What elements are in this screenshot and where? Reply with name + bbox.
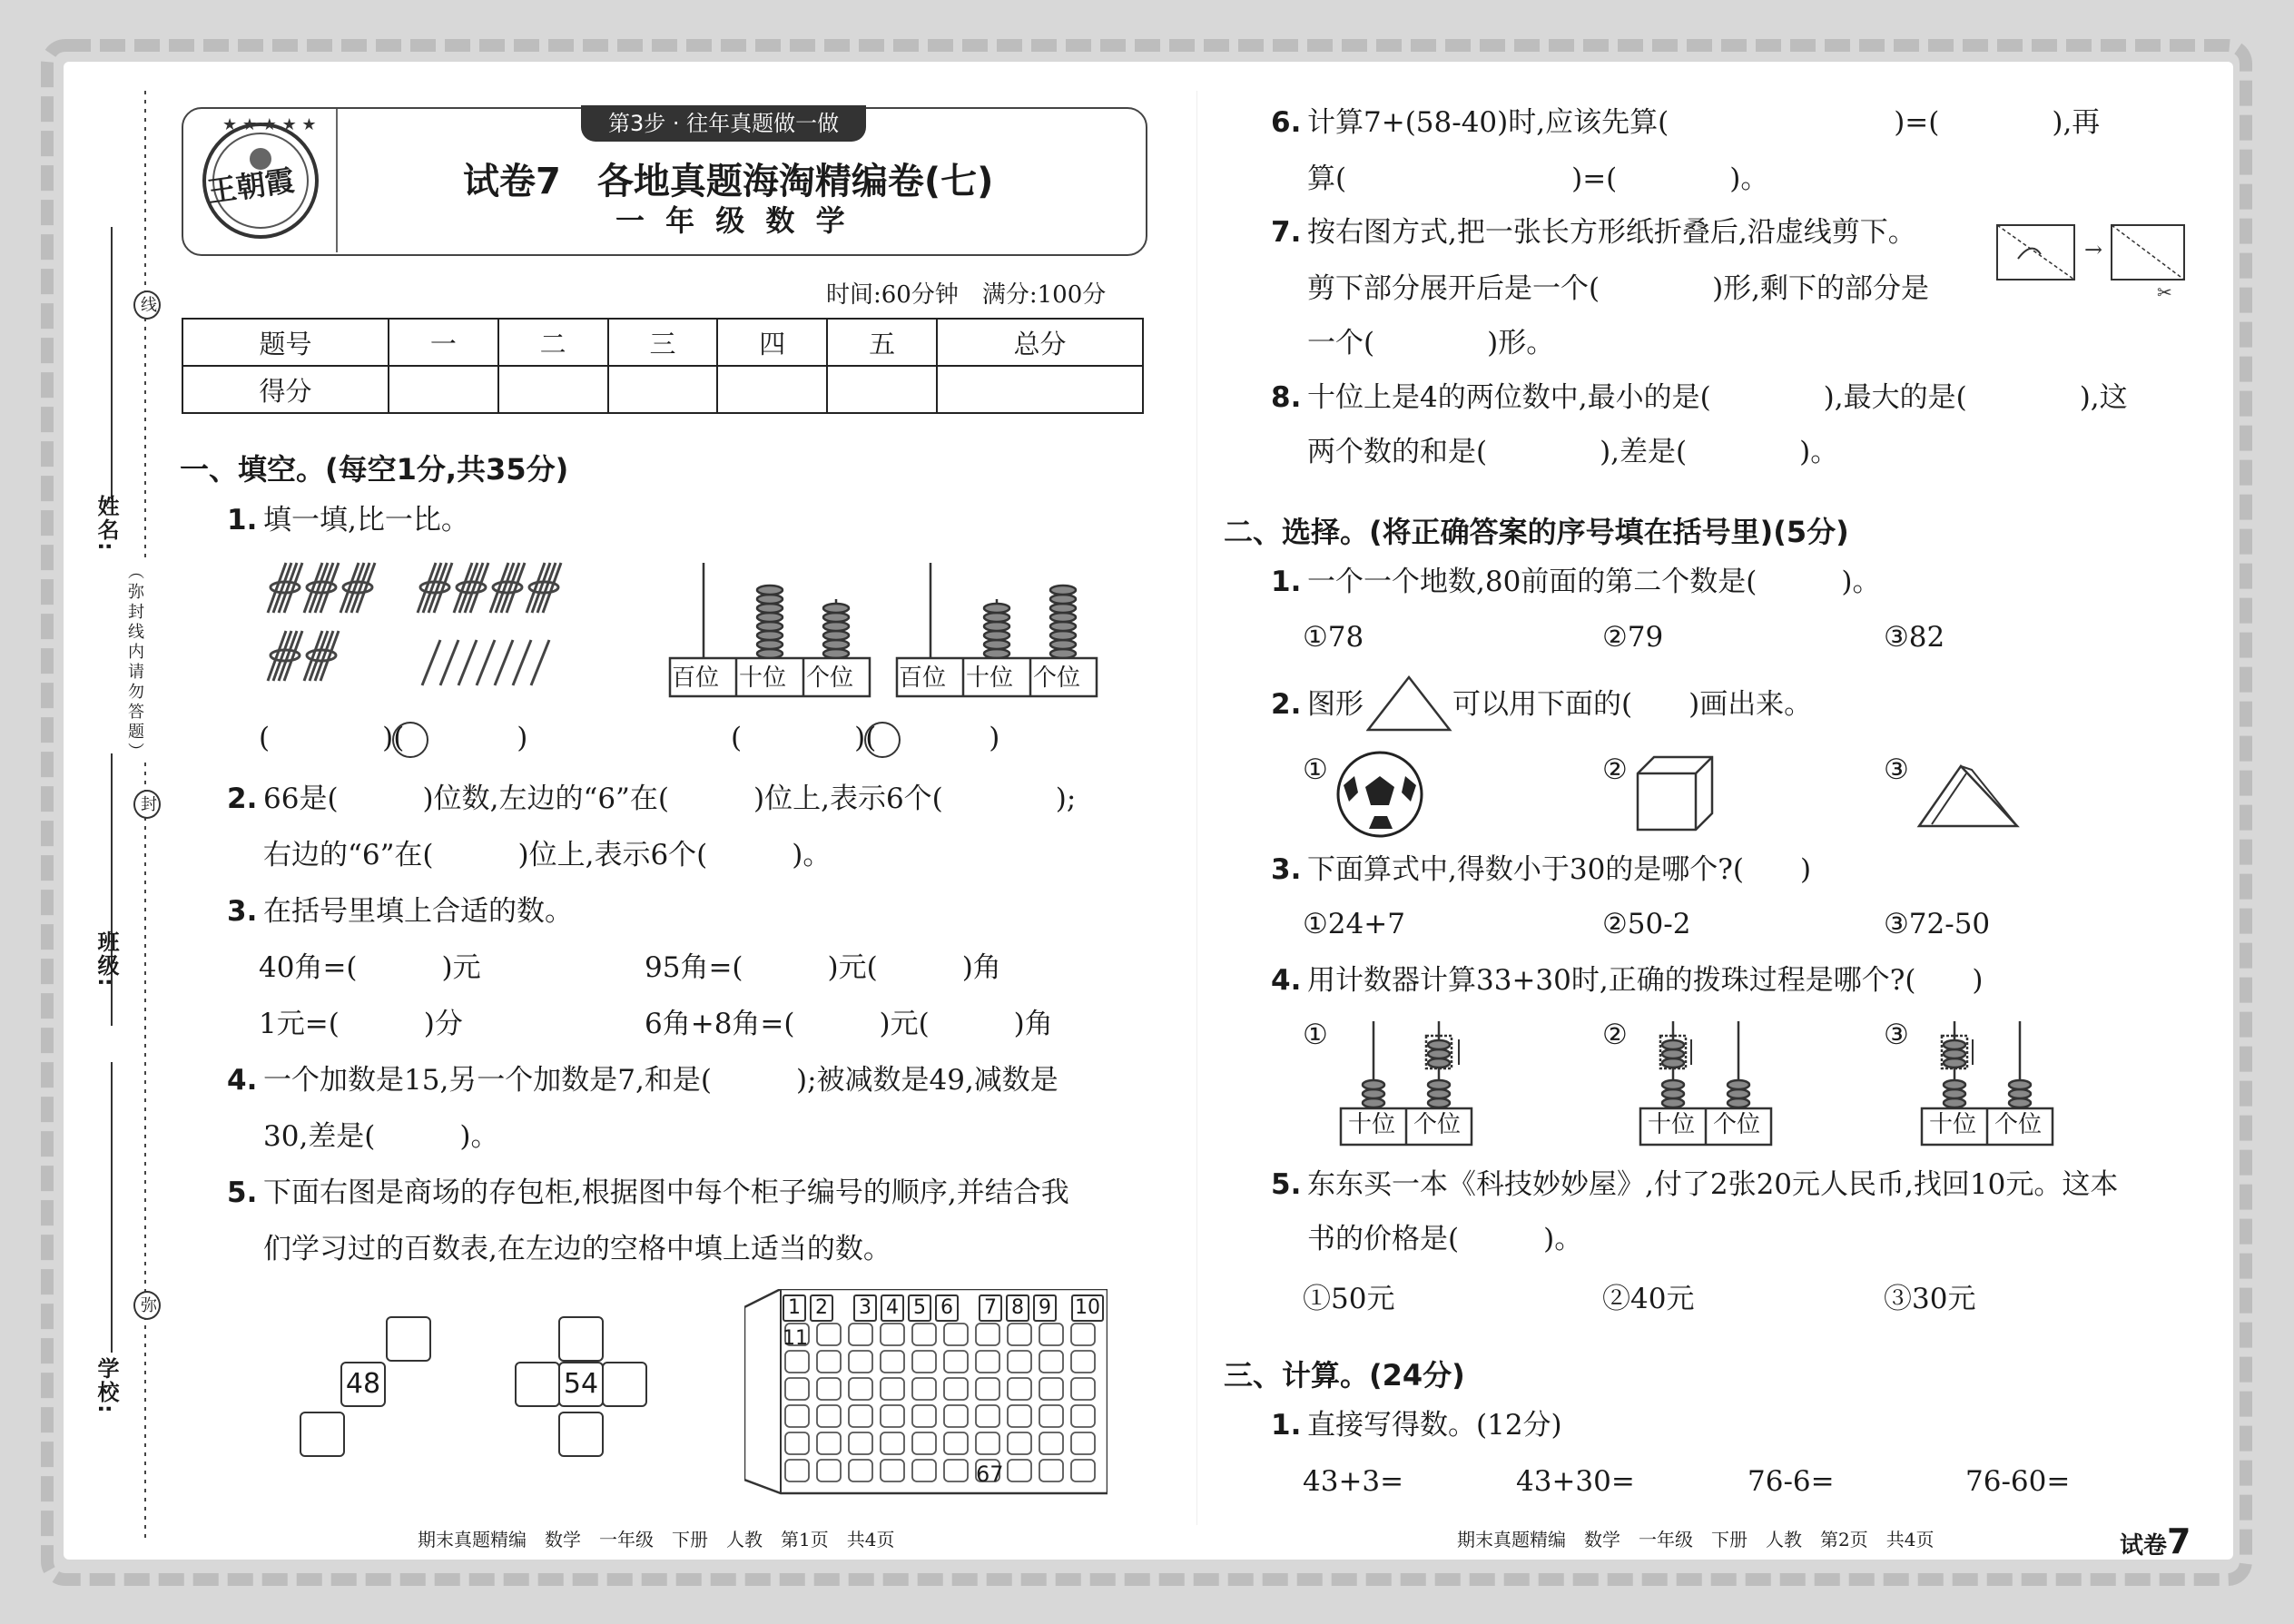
- calc-item[interactable]: 76-6=: [1748, 1465, 1835, 1498]
- score-cell: 一: [389, 319, 498, 366]
- score-cell: 四: [717, 319, 827, 366]
- c4-number: 4.: [1271, 964, 1302, 997]
- step-badge: 第3步 · 往年真题做一做: [581, 105, 866, 142]
- page-fold: [1196, 91, 1197, 1525]
- locker-number: 2: [810, 1294, 833, 1322]
- score-input-cell[interactable]: [608, 366, 718, 413]
- c1-option-1[interactable]: ①78: [1303, 621, 1364, 654]
- locker-number: 5: [908, 1294, 931, 1322]
- q5-line2: 们学习过的百数表,在左边的空格中填上适当的数。: [263, 1233, 891, 1265]
- answer-box[interactable]: [558, 1316, 604, 1362]
- q3-number: 3.: [227, 895, 258, 928]
- c3-number: 3.: [1271, 853, 1302, 886]
- school-label: 学校:: [94, 1357, 119, 1415]
- svg-text:✂: ✂: [2157, 281, 2172, 303]
- c1-number: 1.: [1271, 566, 1302, 598]
- q2-line1: 66是( )位数,左边的“6”在( )位上,表示6个( );: [263, 782, 1077, 815]
- score-row-label: 得分: [182, 366, 389, 413]
- seal-feng: 封: [133, 790, 161, 819]
- footer-right: 期末真题精编 数学 一年级 下册 人教 第2页 共4页: [1457, 1529, 1935, 1550]
- section-2-title: 二、选择。(将正确答案的序号填在括号里)(5分): [1224, 515, 1849, 549]
- s1-number: 1.: [1271, 1409, 1302, 1442]
- calc-item[interactable]: 43+3=: [1303, 1465, 1404, 1498]
- locker-number: 6: [935, 1294, 959, 1322]
- q2-number: 2.: [227, 782, 258, 815]
- q4-line2: 30,差是( )。: [263, 1120, 499, 1153]
- given-box-54: 54: [558, 1362, 604, 1407]
- paper-subtitle: 一 年 级 数 学: [615, 203, 851, 238]
- q3-item-c: 1元=( )分: [259, 1008, 463, 1040]
- c1-option-3[interactable]: ③82: [1884, 621, 1945, 654]
- c5-line2: 书的价格是( )。: [1307, 1223, 1583, 1255]
- compare-circle-left[interactable]: [392, 722, 428, 758]
- paper-fold-figure: [1995, 222, 2191, 304]
- c4-option-3[interactable]: ③: [1884, 1019, 1909, 1051]
- c2-option-3[interactable]: ③: [1884, 753, 1909, 786]
- compare-circle-right[interactable]: [864, 722, 901, 758]
- school-underline: [111, 1062, 113, 1353]
- score-input-cell[interactable]: [717, 366, 827, 413]
- calc-item[interactable]: 43+30=: [1516, 1465, 1635, 1498]
- c3-option-3[interactable]: ③72-50: [1884, 908, 1991, 940]
- locker-11: 11: [783, 1327, 808, 1350]
- abacus-b-hundreds: 百位: [899, 664, 947, 692]
- q1-text: 填一填,比一比。: [263, 504, 469, 536]
- locker-number: 4: [881, 1294, 904, 1322]
- answer-box[interactable]: [386, 1316, 431, 1362]
- time-info: 时间:60分钟 满分:100分: [826, 281, 1107, 309]
- c1-option-2[interactable]: ②79: [1602, 621, 1664, 654]
- seal-note: （弥封线内请勿答题）: [123, 563, 146, 763]
- paper-tag: [2120, 1521, 2191, 1561]
- c4-1-ones: 个位: [1413, 1111, 1462, 1138]
- q3-item-a: 40角=( )元: [259, 951, 481, 984]
- q4-line1: 一个加数是15,另一个加数是7,和是( );被减数是49,减数是: [263, 1064, 1058, 1097]
- triangle-shape: [1366, 674, 1452, 733]
- stick-bundles-figure: [259, 558, 604, 704]
- q8-line1: 十位上是4的两位数中,最小的是( ),最大的是( ),这: [1307, 381, 2128, 414]
- soccer-ball-icon: [1334, 749, 1425, 840]
- answer-box[interactable]: [602, 1362, 647, 1407]
- s1-text: 直接写得数。(12分): [1307, 1409, 1562, 1442]
- q8-line2: 两个数的和是( ),差是( )。: [1307, 436, 1839, 468]
- q1-blank-left[interactable]: ( )( ): [259, 722, 528, 754]
- score-table-score-row: [182, 366, 1143, 413]
- score-input-cell[interactable]: [827, 366, 937, 413]
- name-label: 姓名:: [94, 495, 119, 553]
- cube-icon: [1634, 753, 1716, 835]
- c4-option-2[interactable]: ②: [1602, 1019, 1628, 1051]
- score-input-cell[interactable]: [498, 366, 608, 413]
- section-3-title: 三、计算。(24分): [1224, 1358, 1465, 1393]
- q4-number: 4.: [227, 1064, 258, 1097]
- c3-option-1[interactable]: ①24+7: [1303, 908, 1405, 940]
- locker-number: 8: [1006, 1294, 1029, 1322]
- abacus-a-tens: 十位: [739, 664, 787, 692]
- c2-text-a: 图形: [1307, 688, 1364, 721]
- q7-line2: 剪下部分展开后是一个( )形,剩下的部分是: [1307, 272, 1930, 305]
- c4-1-tens: 十位: [1348, 1111, 1396, 1138]
- q3-text: 在括号里填上合适的数。: [263, 895, 573, 928]
- c2-number: 2.: [1271, 688, 1302, 721]
- c2-option-2[interactable]: ②: [1602, 753, 1628, 786]
- section-1-title: 一、填空。(每空1分,共35分): [180, 452, 569, 487]
- q1-number: 1.: [227, 504, 258, 536]
- c4-2-ones: 个位: [1713, 1111, 1761, 1138]
- abacus-b-tens: 十位: [966, 664, 1014, 692]
- c4-option-1[interactable]: ①: [1303, 1019, 1328, 1051]
- q6-number: 6.: [1271, 106, 1302, 139]
- q6-line1: 计算7+(58-40)时,应该先算( )=( ),再: [1307, 106, 2101, 139]
- c5-option-2[interactable]: ②40元: [1602, 1283, 1695, 1315]
- seal-mi: 弥: [133, 1291, 161, 1320]
- score-input-cell[interactable]: [389, 366, 498, 413]
- abacus-b-ones: 个位: [1033, 664, 1081, 692]
- svg-text:→: →: [2084, 237, 2103, 262]
- c3-option-2[interactable]: ②50-2: [1602, 908, 1691, 940]
- locker-number: 7: [979, 1294, 1002, 1322]
- c2-option-1[interactable]: ①: [1303, 753, 1328, 786]
- locker-67: 67: [976, 1462, 1004, 1487]
- logo-text: 王朝霞: [205, 162, 297, 210]
- score-cell: 二: [498, 319, 608, 366]
- q5-number: 5.: [227, 1176, 258, 1209]
- c5-option-3[interactable]: ③30元: [1884, 1283, 1976, 1315]
- locker-number: 1: [783, 1294, 806, 1322]
- c3-text: 下面算式中,得数小于30的是哪个?( ): [1307, 853, 1812, 886]
- q7-line3: 一个( )形。: [1307, 327, 1555, 359]
- abacus-a-ones: 个位: [806, 664, 854, 692]
- score-cell: 三: [608, 319, 718, 366]
- name-underline: [111, 227, 113, 499]
- c5-line1: 东东买一本《科技妙妙屋》,付了2张20元人民币,找回10元。这本: [1307, 1168, 2119, 1201]
- q6-line2: 算( )=( )。: [1307, 162, 1769, 195]
- triangular-prism-icon: [1915, 763, 2020, 831]
- c4-3-tens: 十位: [1929, 1111, 1977, 1138]
- c4-text: 用计数器计算33+30时,正确的拨珠过程是哪个?( ): [1307, 964, 1984, 997]
- locker-number: 3: [853, 1294, 877, 1322]
- svg-text:★ ★ ★ ★ ★: ★ ★ ★ ★ ★: [222, 115, 317, 134]
- c4-3-ones: 个位: [1994, 1111, 2043, 1138]
- header-divider: [336, 109, 338, 252]
- calc-item[interactable]: 76-60=: [1965, 1465, 2071, 1498]
- q7-number: 7.: [1271, 216, 1302, 249]
- score-cell: 题号: [182, 319, 389, 366]
- score-cell: 总分: [937, 319, 1143, 366]
- c5-number: 5.: [1271, 1168, 1302, 1201]
- c5-option-1[interactable]: ①50元: [1303, 1283, 1395, 1315]
- q5-line1: 下面右图是商场的存包柜,根据图中每个柜子编号的顺序,并结合我: [263, 1176, 1069, 1209]
- c2-text-b: 可以用下面的( )画出来。: [1452, 688, 1813, 721]
- class-label: 班级:: [94, 930, 119, 989]
- locker-number: 9: [1033, 1294, 1057, 1322]
- c4-2-tens: 十位: [1648, 1111, 1696, 1138]
- q3-item-d: 6角+8角=( )元( )角: [645, 1008, 1053, 1040]
- score-table-header-row: [182, 319, 1143, 366]
- q7-line1: 按右图方式,把一张长方形纸折叠后,沿虚线剪下。: [1307, 216, 1916, 249]
- q1-blank-right[interactable]: ( )( ): [731, 722, 1000, 754]
- c1-text: 一个一个地数,80前面的第二个数是( )。: [1307, 566, 1881, 598]
- abacus-a-hundreds: 百位: [672, 664, 720, 692]
- locker-number: 10: [1071, 1294, 1104, 1322]
- answer-box[interactable]: [558, 1412, 604, 1457]
- answer-box[interactable]: [515, 1362, 560, 1407]
- q8-number: 8.: [1271, 381, 1302, 414]
- paper-title: 试卷7 各地真题海淘精编卷(七): [463, 161, 994, 202]
- seal-xian: 线: [133, 290, 161, 320]
- q3-item-b: 95角=( )元( )角: [645, 951, 1001, 984]
- given-box-48: 48: [340, 1362, 386, 1407]
- answer-box[interactable]: [300, 1412, 345, 1457]
- q2-line2: 右边的“6”在( )位上,表示6个( )。: [263, 839, 832, 871]
- score-cell: 五: [827, 319, 937, 366]
- score-input-cell[interactable]: [937, 366, 1143, 413]
- paper-tag-label: 试卷: [2120, 1532, 2168, 1560]
- paper-tag-number: 7: [2167, 1521, 2191, 1561]
- footer-left: 期末真题精编 数学 一年级 下册 人教 第1页 共4页: [418, 1529, 895, 1550]
- score-table: [182, 318, 1144, 414]
